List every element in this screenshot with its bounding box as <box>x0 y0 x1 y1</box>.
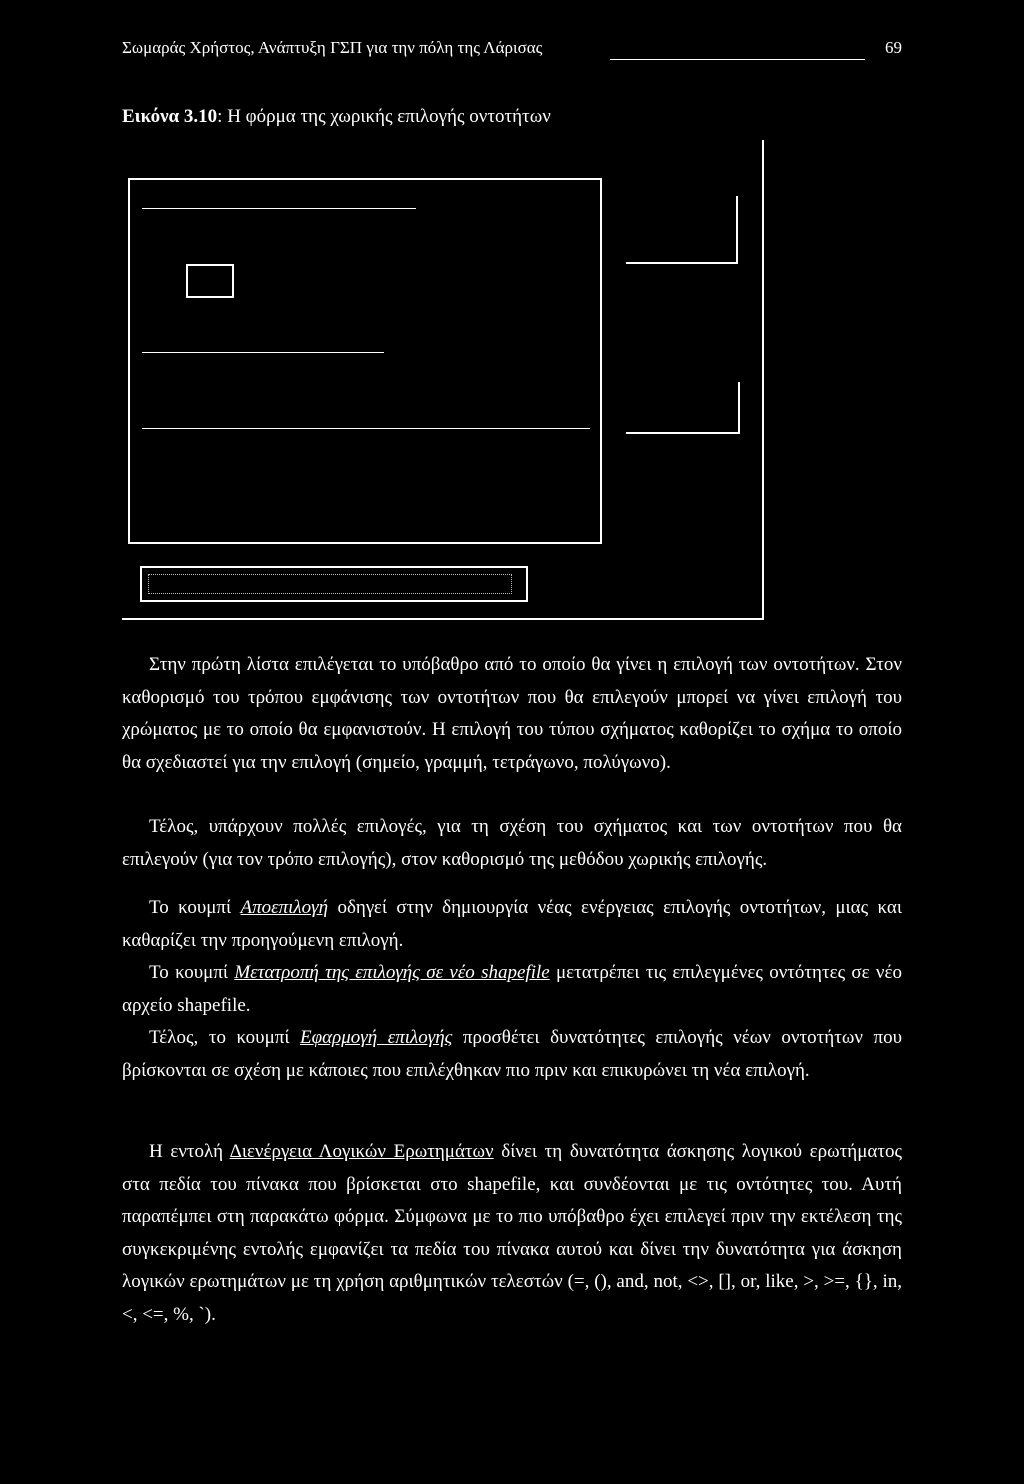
right-dropdown-tick-top <box>736 196 738 264</box>
convert-button-name: Μετατροπή της επιλογής σε νέο shapefile <box>234 962 550 983</box>
apply-button-name: Εφαρμογή επιλογής <box>300 1027 453 1048</box>
figure-frame-bottom <box>122 618 764 620</box>
paragraph-logical-queries <box>122 1136 902 1331</box>
paragraph-selection-options: Τέλος, υπάρχουν πολλές επιλογές, για τη σχέση του σχήματος και των οντοτήτων που θα επιλεγούν (για τον τρόπο επιλογής), στον καθορισμό της μεθόδου χωρικής επιλογής. <box>122 816 902 870</box>
shape-type-line <box>142 428 590 429</box>
p3-after: οδηγεί στην δημιουργία νέας ενέργειας επιλογής οντοτήτων, μιας και καθαρίζει την προηγούμενη επιλογή. <box>122 897 902 951</box>
figure-frame-right <box>762 140 764 620</box>
paragraph-apply-button <box>122 1022 902 1087</box>
header-rule <box>610 59 865 60</box>
status-bar-dotted <box>148 574 512 594</box>
logical-queries-command: Διενέργεια Λογικών Ερωτημάτων <box>229 1141 494 1162</box>
display-option-line <box>142 352 384 353</box>
right-dropdown-tick-bottom <box>738 382 740 434</box>
p4-after: μετατρέπει τις επιλεγμένες οντότητες σε νέο αρχείο shapefile. <box>122 962 902 1016</box>
option-checkbox <box>186 264 234 298</box>
page-number: 69 <box>885 38 902 57</box>
p4-before: Το κουμπί <box>149 962 235 983</box>
right-dropdown-line-top <box>626 262 738 264</box>
paragraph-form-description: Στην πρώτη λίστα επιλέγεται το υπόβαθρο από το οποίο θα γίνει η επιλογή των οντοτήτων. Στον καθορισμό του τρόπου εμφάνισης των οντοτήτων που θα επιλεγούν μπορεί να γίνει επιλογή του χρώματος με το οποίο θα εμφανιστούν. Η επιλογή του τύπου σχήματος καθορίζει το σχήμα το οποίο θα σχεδιαστεί για την επιλογή (σημείο, γραμμή, τετράγωνο, πολύγωνο). <box>122 654 902 773</box>
p3-before: Το κουμπί <box>149 897 241 918</box>
deselect-button-name: Αποεπιλογή <box>240 897 329 918</box>
figure-caption <box>122 106 551 128</box>
form-panel <box>128 178 602 544</box>
paragraph-convert-button <box>122 957 902 1022</box>
p5-before: Τέλος, το κουμπί <box>149 1027 301 1048</box>
running-title: Σωμαράς Χρήστος, Ανάπτυξη ΓΣΠ για την πόλη της Λάρισας <box>122 38 543 57</box>
figure-label: Εικόνα 3.10 <box>122 106 218 127</box>
p5-after: προσθέτει δυνατότητες επιλογής νέων οντοτήτων που βρίσκονται σε σχέση με κάποιες που επιλέχθηκαν πιο πριν και επικυρώνει τη νέα επιλογή. <box>122 1027 903 1081</box>
running-header <box>122 38 902 62</box>
figure-caption-text: : Η φόρμα της χωρικής επιλογής οντοτήτων <box>217 106 551 127</box>
p6-before: Η εντολή <box>149 1141 230 1162</box>
right-dropdown-line-bottom <box>626 432 740 434</box>
layer-list-line <box>142 208 416 209</box>
p6-after: δίνει τη δυνατότητα άσκησης λογικού ερωτήματος στα πεδία του πίνακα που βρίσκεται στο shapefile, και συνδέονται με τις οντότητες του. Αυτή παραπέμπει στη παρακάτω φόρμα. Σύμφωνα με το πιο υπόβαθρο έχει επιλεγεί πριν την εκτέλεση της συγκεκριμένης εντολής εμφανίζει τα πεδία του πίνακα αυτού και δίνει την δυνατότητα για άσκηση λογικών ερωτημάτων με τη χρήση αριθμητικών τελεστών (=, (), and, not, <>, [], or, like, >, >=, {}, in, <, <=, %, `). <box>122 1141 902 1325</box>
paragraph-deselect-button <box>122 892 902 957</box>
